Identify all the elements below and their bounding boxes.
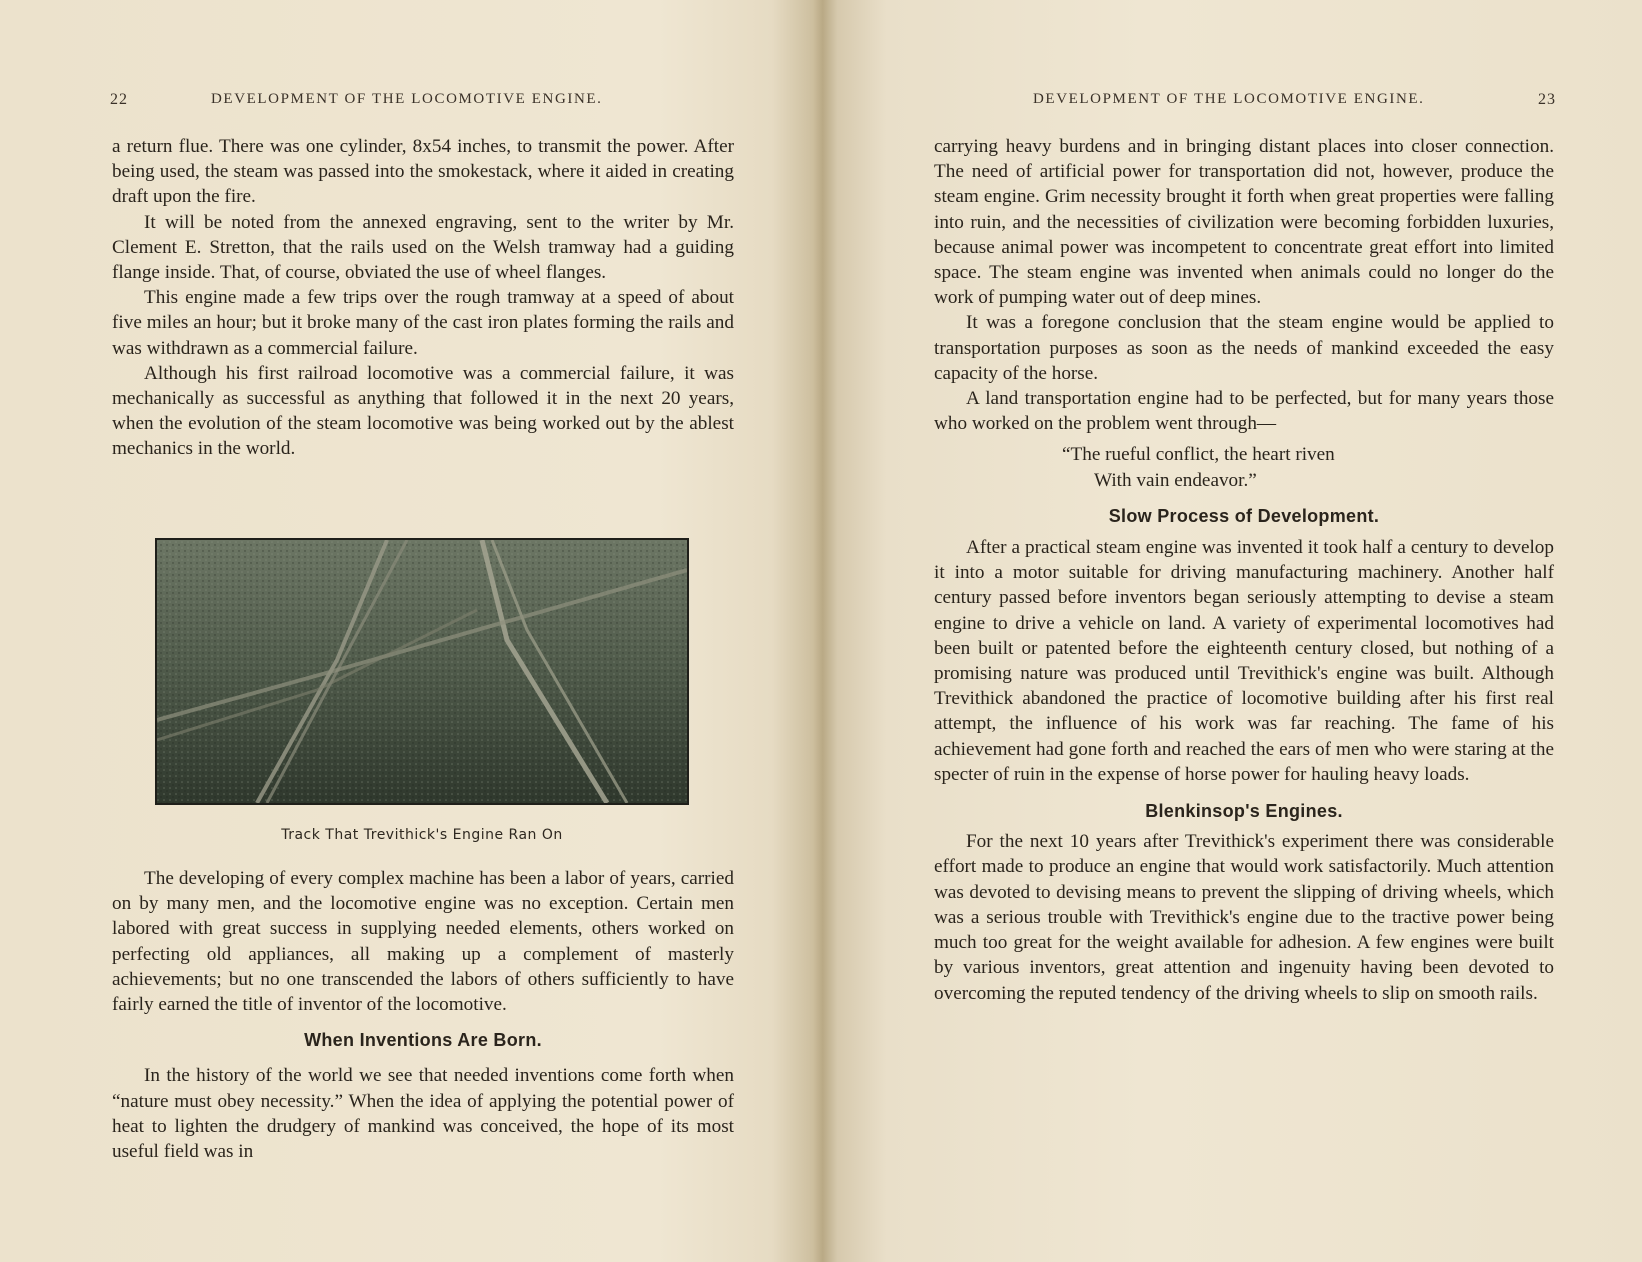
track-engraving-image: [157, 540, 687, 803]
left-bottom-text: [112, 866, 734, 1164]
paragraph: The developing of every complex machine has been a labor of years, carried on by many men, and the locomotive engine was no exception. Certain men labored with great success in supplying needed elements, others worked on perfecting old appliances, all making up a complement of masterly achievements; but no one transcended the labors of others sufficiently to have fairly earned the title of inventor of the locomotive.: [112, 868, 734, 1016]
left-top-text: [112, 134, 734, 462]
section-heading: Blenkinsop's Engines.: [1145, 801, 1343, 822]
running-head-right: DEVELOPMENT OF THE LOCOMOTIVE ENGINE.: [1033, 91, 1425, 107]
section-heading: Slow Process of Development.: [1108, 505, 1380, 526]
paragraph: A land transportation engine had to be perfected, but for many years those who worked on the problem went through—: [934, 388, 1554, 435]
paragraph: For the next 10 years after Trevithick's experiment there was considerable effort made to produce an engine that would work satisfactorily. Much attention was devoted to devising means to prevent the slipping of driving wheels, which was a serious trouble with Trevithick's engine due to the tractive power being much too great for the weight available for adhesion. A few engines were built by various inventors, great attention and ingenuity having been devoted to overcoming the reputed tendency of the driving wheels to slip on smooth rails.: [934, 831, 1554, 1004]
right-text: [934, 134, 1554, 1006]
page-number-right: 23: [1538, 91, 1556, 108]
paragraph: carrying heavy burdens and in bringing distant places into closer connection. The need of artificial power for transportation did not, however, produce the steam engine. Grim necessity brought it forth when great properties were falling into ruin, and the necessities of civilization were becoming forbidden luxuries, because animal power was incompetent to concentrate great effort into limited space. The steam engine was invented when animals could no longer do the work of pumping water out of deep mines.: [934, 136, 1554, 309]
poem-quote: [934, 442, 1554, 492]
figure-caption: Track That Trevithick's Engine Ran On: [281, 827, 563, 843]
paragraph: It was a foregone conclusion that the steam engine would be applied to transportation purposes as soon as the needs of mankind exceeded the easy capacity of the horse.: [934, 312, 1554, 384]
left-page: [0, 0, 820, 1262]
running-head-left: DEVELOPMENT OF THE LOCOMOTIVE ENGINE.: [211, 91, 603, 107]
quote-line: With vain endeavor.”: [1094, 469, 1257, 491]
page-number-left: 22: [110, 91, 128, 108]
paragraph: a return flue. There was one cylinder, 8x54 inches, to transmit the power. After being used, the steam was passed into the smokestack, where it aided in creating draft upon the fire.: [112, 136, 734, 208]
paragraph: Although his first railroad locomotive was a commercial failure, it was mechanically as successful as anything that followed it in the next 20 years, when the evolution of the steam locomotive was being worked out by the ablest mechanics in the world.: [112, 362, 734, 460]
paragraph: After a practical steam engine was invented it took half a century to develop it into a motor suitable for driving manufacturing machinery. Another half century passed before inventors began seriously attempting to devise a steam engine to drive a vehicle on land. A variety of experimental locomotives had been built or patented before the eighteenth century closed, but nothing of a promising nature was produced until Trevithick's engine was built. Although Trevithick abandoned the practice of locomotive building after his first real attempt, the influence of his work was far reaching. The fame of his achievement had gone forth and reached the ears of men who were staring at the specter of ruin in the expense of horse power for hauling heavy loads.: [934, 537, 1554, 785]
paragraph: In the history of the world we see that needed inventions come forth when “nature must obey necessity.” When the idea of applying the potential power of heat to lighten the drudgery of mankind was conceived, the hope of its most useful field was in: [112, 1065, 734, 1163]
paragraph: This engine made a few trips over the rough tramway at a speed of about five miles an hour; but it broke many of the cast iron plates forming the rails and was withdrawn as a commercial failure.: [112, 287, 734, 359]
section-heading: When Inventions Are Born.: [304, 1030, 542, 1051]
right-page: [820, 0, 1642, 1262]
quote-line: “The rueful conflict, the heart riven: [1062, 444, 1335, 466]
paragraph: It will be noted from the annexed engraving, sent to the writer by Mr. Clement E. Stretton, that the rails used on the Welsh tramway had a guiding flange inside. That, of course, obviated the use of wheel flanges.: [112, 211, 734, 284]
track-photograph: [155, 538, 689, 805]
